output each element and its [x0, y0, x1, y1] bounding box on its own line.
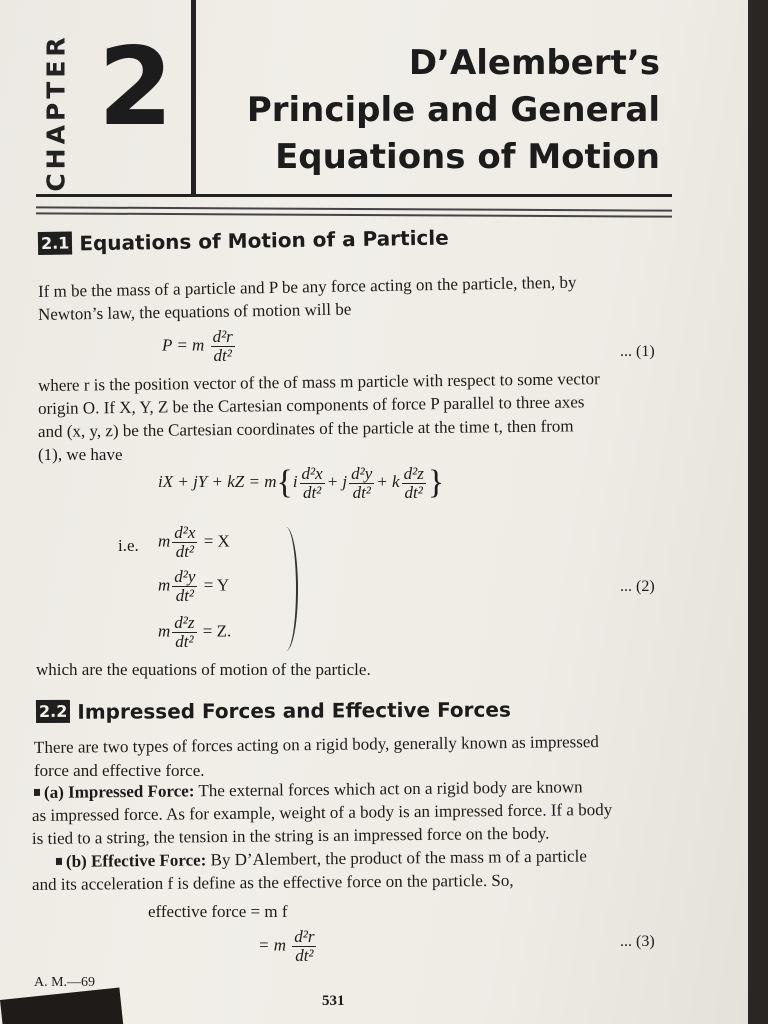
- ie-label: i.e.: [118, 536, 139, 555]
- paragraph-line: There are two types of forces acting on a rigid body, generally known as impressed: [33, 732, 599, 757]
- section-title: Equations of Motion of a Particle: [79, 225, 449, 256]
- section-heading-2-1: [38, 226, 449, 256]
- bullet-icon: [56, 858, 62, 865]
- paragraph-line: where r is the position vector of the of mass m particle with respect to some vector: [37, 369, 600, 395]
- chapter-title: [215, 40, 660, 181]
- equation-1: P = m $\frac{\text{d²r}}{\text{dt²}}$: [162, 327, 233, 365]
- paragraph-line: and its acceleration f is define as the effective force on the particle. So,: [31, 870, 514, 894]
- header-rule-2: [36, 206, 672, 211]
- paragraph-line: is tied to a string, the tension in the string is an impressed force on the body.: [31, 823, 550, 848]
- equation-number: ... (3): [620, 933, 655, 950]
- paragraph-line: (1), we have: [38, 445, 123, 464]
- equation-3a: effective force = m f: [148, 902, 288, 921]
- bullet-icon: [34, 789, 40, 796]
- equation-2b: m $\frac{\text{d²y}}{\text{dt²}}$ = Y: [158, 567, 230, 605]
- paragraph-item-b: (b) Effective Force: By D’Alembert, the product of the mass m of a particle: [56, 844, 587, 873]
- footer-code: A. M.—69: [34, 975, 96, 990]
- page-corner-shadow: [0, 987, 124, 1024]
- chapter-title-line-1: D’Alembert’s: [408, 43, 660, 83]
- equation-2a: m $\frac{\text{d²x}}{\text{dt²}}$ = X: [158, 523, 230, 561]
- chapter-title-line-3: Equations of Motion: [275, 137, 660, 177]
- equation-2c: m $\frac{\text{d²z}}{\text{dt²}}$ = Z.: [158, 613, 232, 651]
- chapter-number: 2: [98, 25, 174, 150]
- header-rule-3: [36, 212, 672, 217]
- paragraph-line: force and effective force.: [34, 761, 205, 780]
- paragraph-line: and (x, y, z) be the Cartesian coordinates of the particle at the time t, then from: [37, 416, 574, 441]
- equation-number: ... (2): [620, 578, 655, 595]
- equation-3b: = m $\frac{\text{d²r}}{\text{dt²}}$: [258, 927, 315, 965]
- right-brace: [278, 527, 298, 651]
- page-number: 531: [322, 993, 345, 1009]
- paragraph-line: as impressed force. As for example, weight of a body is an impressed force. If a body: [31, 799, 613, 825]
- header-divider-vertical: [191, 0, 196, 196]
- chapter-label: CHAPTER: [41, 33, 71, 192]
- section-number: 2.1: [38, 231, 73, 255]
- equation-vector: iX + jY + kZ = m{i $\frac{\text{d²x}}{\text{dt²}}$ + j $\frac{\text{d²y}}{\text{dt²}}$ + k $\frac{\text{d²z}}{\text{dt²}}$ }: [158, 463, 445, 502]
- section-number: 2.2: [36, 700, 70, 723]
- chapter-title-line-2: Principle and General: [246, 90, 660, 130]
- paragraph-line: If m be the mass of a particle and P be any force acting on the particle, then, by: [37, 272, 577, 301]
- section-title: Impressed Forces and Effective Forces: [77, 697, 511, 724]
- paragraph-line: origin O. If X, Y, Z be the Cartesian components of force P parallel to three axes: [37, 392, 585, 418]
- section-heading-2-2: [36, 698, 511, 724]
- paragraph-line: Newton’s law, the equations of motion will be: [37, 299, 352, 324]
- paragraph-line: which are the equations of motion of the particle.: [36, 660, 371, 679]
- paragraph-item-a: (a) Impressed Force: The external forces which act on a rigid body are known: [34, 775, 583, 804]
- equation-number: ... (1): [620, 343, 655, 360]
- header-rule-1: [36, 194, 672, 197]
